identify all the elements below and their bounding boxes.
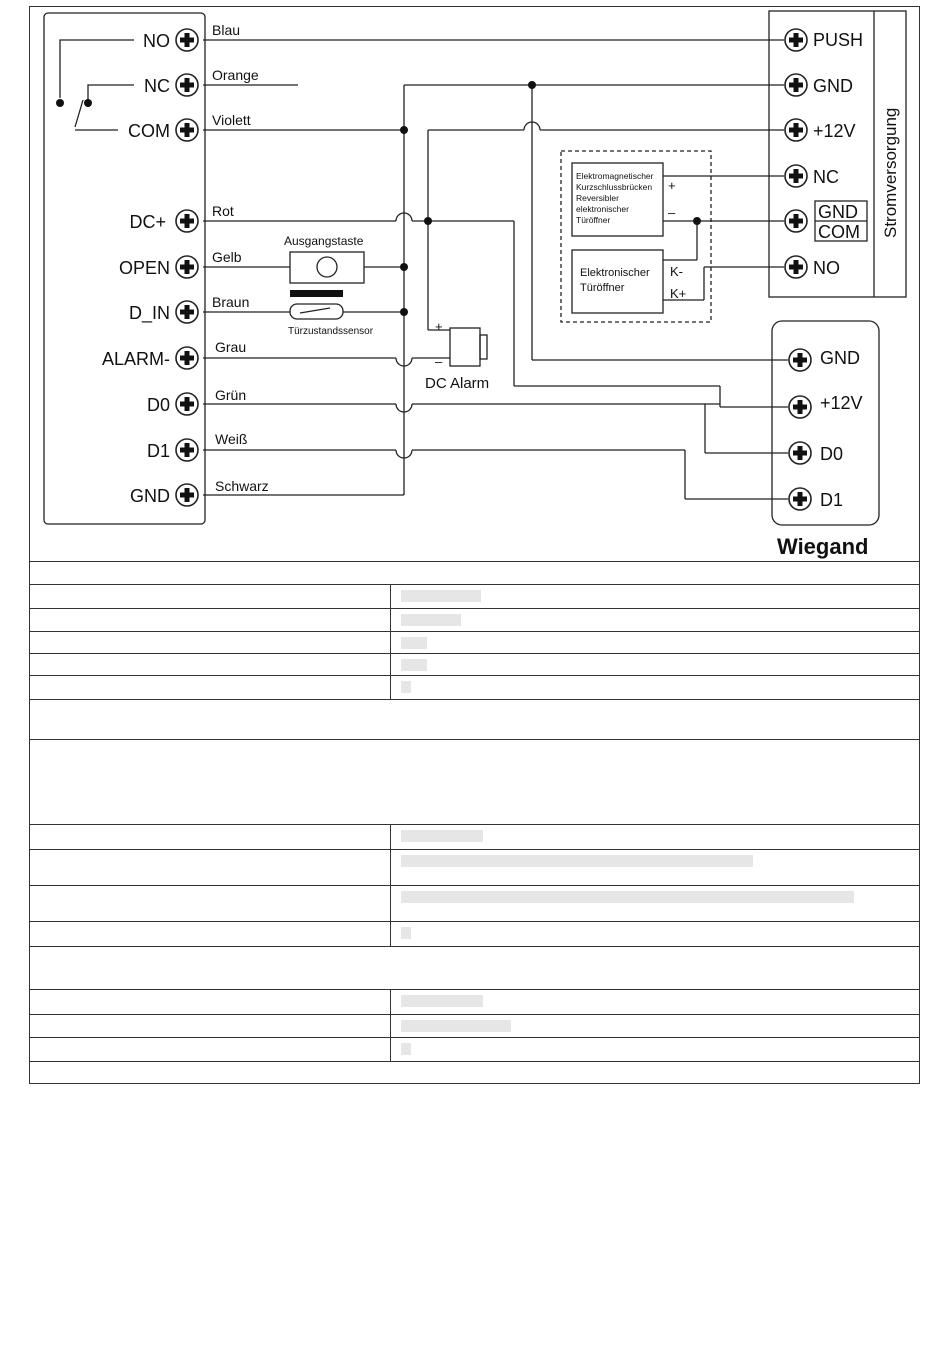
wiegand-title: Wiegand	[777, 534, 869, 559]
terminal-screw-icon	[789, 396, 811, 418]
opener-terminal-k-plus: K+	[670, 286, 687, 301]
table-row	[29, 1014, 920, 1037]
redacted-value	[401, 590, 481, 602]
psu-label-gnd2: GND	[818, 202, 858, 222]
terminal-label-alarm: ALARM-	[101, 349, 170, 369]
wire-label-grau: Grau	[215, 339, 247, 355]
alarm-minus-sign: –	[435, 354, 443, 369]
opener-text-line-2: Türöffner	[580, 282, 625, 294]
table-row	[29, 885, 920, 921]
table-row	[29, 824, 920, 849]
redacted-value	[401, 659, 427, 671]
power-supply-title: Stromversorgung	[881, 107, 900, 238]
terminal-screw-icon	[785, 210, 807, 232]
table-row	[29, 849, 920, 885]
wire-label-weiss: Weiß	[215, 431, 248, 447]
redacted-value	[401, 1043, 411, 1055]
terminal-label-d-in: D_IN	[128, 303, 170, 323]
terminal-label-no: NO	[143, 31, 170, 51]
lock-text-line-5: Türöffner	[576, 215, 611, 225]
wiegand-terminal-screws	[789, 349, 811, 510]
lock-text-line-3: Reversibler	[576, 193, 619, 203]
table-row	[29, 653, 920, 675]
redacted-value	[401, 891, 854, 903]
terminal-label-dc-plus: DC+	[129, 212, 166, 232]
psu-label-12v: +12V	[813, 121, 856, 141]
wiegand-label-d1: D1	[820, 490, 844, 510]
controller-terminal-screws	[176, 29, 198, 506]
terminal-screw-icon	[176, 256, 198, 278]
lock-minus-sign: –	[668, 205, 676, 220]
terminal-label-gnd: GND	[130, 486, 170, 506]
psu-label-gnd: GND	[813, 76, 853, 96]
psu-label-nc: NC	[813, 167, 839, 187]
wire-label-schwarz: Schwarz	[215, 478, 269, 494]
door-sensor-label: Türzustandssensor	[288, 326, 374, 337]
table-row	[29, 921, 920, 946]
terminal-screw-icon	[176, 347, 198, 369]
wire-label-orange: Orange	[212, 67, 259, 83]
wire-label-gelb: Gelb	[212, 249, 242, 265]
redacted-value	[401, 1020, 511, 1032]
terminal-screw-icon	[785, 119, 807, 141]
terminal-screw-icon	[176, 393, 198, 415]
terminal-screw-icon	[789, 488, 811, 510]
terminal-screw-icon	[176, 119, 198, 141]
table-row	[29, 1037, 920, 1061]
redacted-value	[401, 927, 411, 939]
table-row	[29, 584, 920, 608]
terminal-label-open: OPEN	[118, 258, 170, 278]
opener-text-line-1: Elektronischer	[580, 267, 650, 279]
exit-button-label: Ausgangstaste	[284, 234, 364, 248]
lock-text-line-1: Elektromagnetischer	[576, 171, 654, 181]
redacted-value	[401, 681, 411, 693]
wire-label-rot: Rot	[212, 203, 234, 219]
wire-label-blau: Blau	[212, 22, 241, 38]
redacted-value	[401, 855, 753, 867]
terminal-screw-icon	[176, 210, 198, 232]
terminal-screw-icon	[785, 165, 807, 187]
table-row	[29, 631, 920, 653]
terminal-screw-icon	[785, 29, 807, 51]
psu-label-push: PUSH	[813, 30, 864, 50]
wiegand-label-d0: D0	[820, 444, 844, 464]
terminal-screw-icon	[785, 74, 807, 96]
terminal-label-d0: D0	[146, 395, 170, 415]
psu-label-no: NO	[813, 258, 840, 278]
wiegand-label-12v: +12V	[820, 393, 863, 413]
table-row	[29, 739, 920, 824]
alarm-plus-sign: +	[435, 319, 443, 334]
redacted-value	[401, 830, 483, 842]
terminal-screw-icon	[176, 439, 198, 461]
terminal-label-d1: D1	[146, 441, 170, 461]
redacted-value	[401, 995, 483, 1007]
wiegand-label-gnd: GND	[820, 348, 860, 368]
terminal-label-com: COM	[128, 121, 170, 141]
redacted-value	[401, 637, 427, 649]
opener-terminal-k-minus: K-	[670, 264, 683, 279]
terminal-screw-icon	[785, 256, 807, 278]
redacted-value	[401, 614, 461, 626]
table-row	[29, 946, 920, 989]
terminal-screw-icon	[176, 29, 198, 51]
terminal-screw-icon	[176, 484, 198, 506]
wiring-diagram	[0, 0, 950, 570]
table-row	[29, 989, 920, 1014]
wire-label-violett: Violett	[212, 112, 251, 128]
table-row	[29, 561, 920, 584]
lock-plus-sign: +	[668, 178, 676, 193]
dc-alarm-label: DC Alarm	[425, 375, 490, 392]
terminal-label-nc: NC	[144, 76, 170, 96]
table-row	[29, 675, 920, 699]
lock-text-line-4: elektronischer	[576, 204, 629, 214]
wire-label-gruen: Grün	[215, 387, 247, 403]
dc-alarm-symbol	[450, 328, 480, 366]
terminal-screw-icon	[789, 349, 811, 371]
wire-label-braun: Braun	[212, 294, 250, 310]
table-row	[29, 1061, 920, 1084]
table-row	[29, 608, 920, 631]
terminal-screw-icon	[789, 442, 811, 464]
power-supply-terminal-screws	[785, 29, 807, 278]
psu-label-com: COM	[818, 222, 860, 242]
table-row	[29, 699, 920, 739]
lock-text-line-2: Kurzschlussbrücken	[576, 182, 653, 192]
terminal-screw-icon	[176, 301, 198, 323]
terminal-screw-icon	[176, 74, 198, 96]
